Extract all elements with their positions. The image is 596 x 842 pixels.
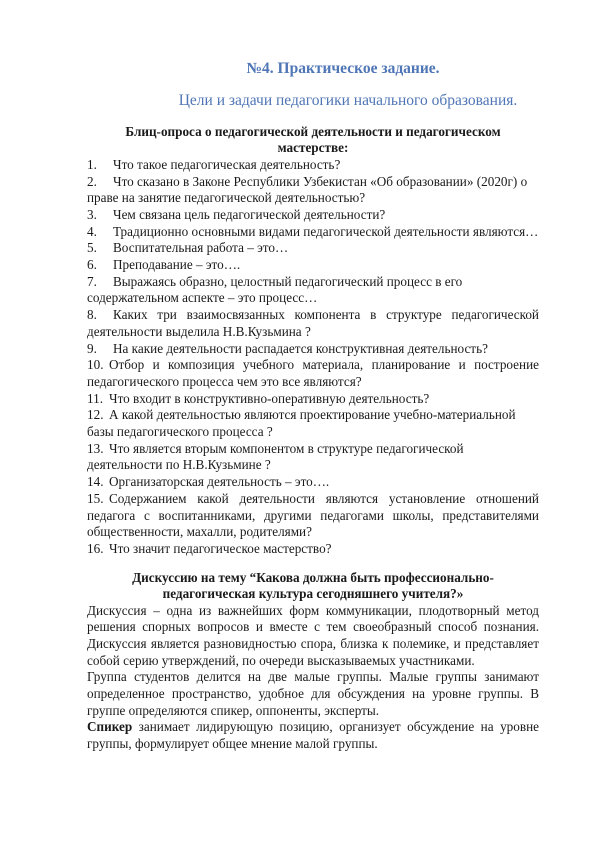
question-text: Что сказано в Законе Республики Узбекистан «Об образовании» (2020г) о праве на занятие педагогической деятельностью? <box>87 173 528 206</box>
page-subtitle: Цели и задачи педагогики начального образования. <box>178 92 518 109</box>
question-text: Отбор и композиция учебного материала, планирование и построение педагогического процесса чем это все являются? <box>87 357 539 389</box>
list-item <box>87 224 539 241</box>
question-text: Что является вторым компонентом в структуре педагогической деятельности по Н.В.Кузьмине ? <box>87 440 464 473</box>
question-number: 2. <box>87 173 97 189</box>
list-item <box>87 391 539 408</box>
question-number: 1. <box>87 156 97 172</box>
question-text: Содержанием какой деятельности являются установление отношений педагога с воспитанниками, другими педагогами школы, представителями общественности, махалли, родителями? <box>87 490 539 540</box>
question-number: 3. <box>87 206 97 222</box>
question-number: 15. <box>87 490 104 506</box>
question-text: Выражаясь образно, целостный педагогический процесс в его содержательном аспекте – это процесс… <box>87 273 463 306</box>
list-item <box>87 541 539 558</box>
question-text: А какой деятельностью являются проектирование учебно-материальной базы педагогического процесса ? <box>87 407 516 440</box>
question-list <box>87 157 539 558</box>
list-item <box>87 174 539 207</box>
question-number: 11. <box>87 390 103 406</box>
list-item <box>87 157 539 174</box>
list-item <box>87 407 539 440</box>
question-text: Что такое педагогическая деятельность? <box>113 156 341 172</box>
question-number: 7. <box>87 273 97 289</box>
section-spacer <box>87 558 539 570</box>
question-number: 16. <box>87 540 104 556</box>
speaker-term: Спикер <box>87 719 133 735</box>
discussion-paragraph-2: Группа студентов делится на две малые группы. Малые группы занимают определенное пространство, удобное для обсуждения на уровне группы. В группе определяются спикер, оппоненты, эксперты. <box>87 669 539 718</box>
list-item <box>87 357 539 390</box>
list-item <box>87 274 539 307</box>
list-item <box>87 341 539 358</box>
discussion-paragraph-3 <box>87 719 539 752</box>
question-number: 10. <box>87 357 104 373</box>
question-text: Преподавание – это…. <box>113 257 241 273</box>
section1-heading: Блиц-опроса о педагогической деятельности и педагогическом мастерстве: <box>125 124 501 156</box>
list-item <box>87 474 539 491</box>
question-number: 12. <box>87 407 104 423</box>
question-text: Каких три взаимосвязанных компонента в структуре педагогической деятельности выделила Н.В.Кузьмина ? <box>87 307 539 339</box>
speaker-description: занимает лидирующую позицию, организует обсуждение на уровне группы, формулирует общее мнение малой группы. <box>87 719 539 752</box>
page-title: №4. Практическое задание. <box>246 60 440 77</box>
question-text: Что входит в конструктивно-оперативную деятельность? <box>109 390 430 406</box>
list-item <box>87 207 539 224</box>
question-text: Чем связана цель педагогической деятельности? <box>113 206 386 222</box>
question-number: 8. <box>87 307 97 323</box>
question-number: 6. <box>87 257 97 273</box>
list-item <box>87 307 539 340</box>
discussion-paragraph-1: Дискуссия – одна из важнейших форм коммуникации, плодотворный метод решения спорных вопросов и вместе с тем своеобразный способ познания. Дискуссия является разновидностью спора, близка к полемике, и представляет собой серию утверждений, по очереди высказываемых участниками. <box>87 602 539 668</box>
question-text: Воспитательная работа – это… <box>113 240 289 256</box>
list-item <box>87 240 539 257</box>
question-text: Что значит педагогическое мастерство? <box>109 540 332 556</box>
list-item <box>87 491 539 541</box>
question-number: 9. <box>87 340 97 356</box>
question-text: На какие деятельности распадается конструктивная деятельность? <box>113 340 488 356</box>
section2-heading: Дискуссию на тему “Какова должна быть профессионально-педагогическая культура сегодняшнего учителя?» <box>132 569 494 602</box>
list-item <box>87 257 539 274</box>
question-text: Организаторская деятельность – это…. <box>109 474 330 490</box>
question-number: 13. <box>87 440 104 456</box>
list-item <box>87 441 539 474</box>
question-number: 14. <box>87 474 104 490</box>
question-number: 5. <box>87 240 97 256</box>
question-text: Традиционно основными видами педагогической деятельности являются… <box>113 223 539 239</box>
question-number: 4. <box>87 223 97 239</box>
